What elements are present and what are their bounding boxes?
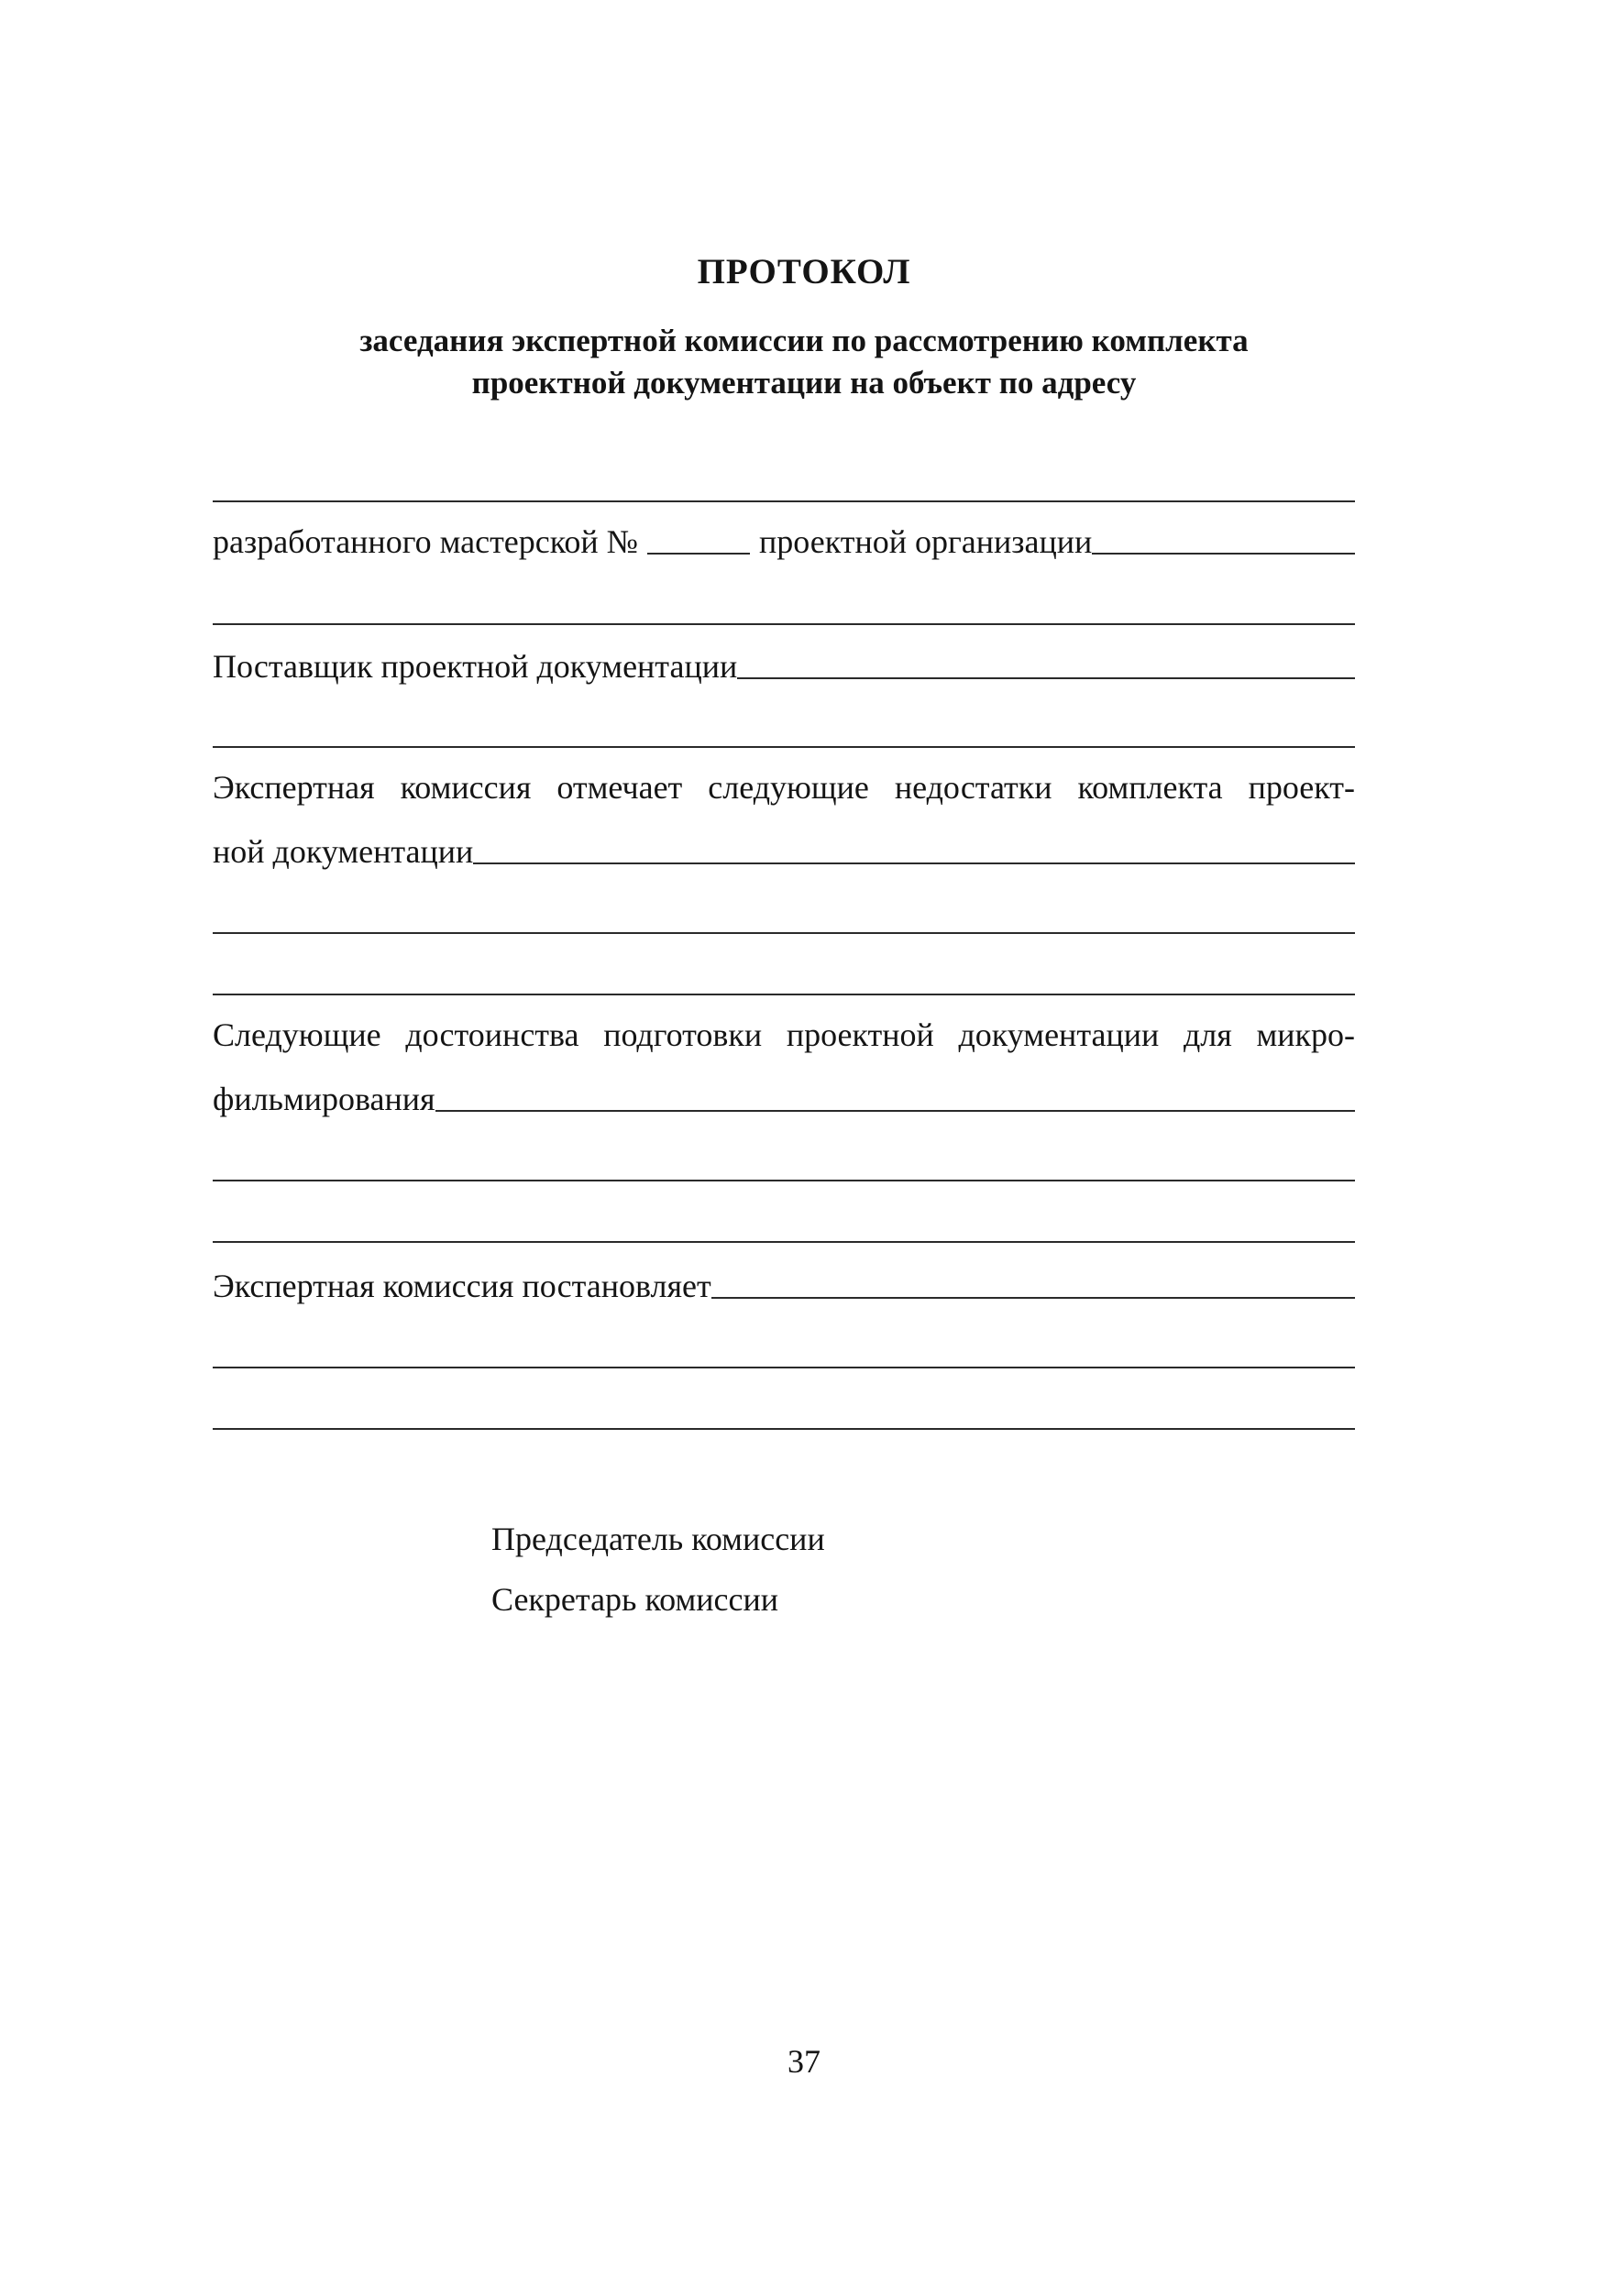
merits-text-line-2: фильмирования bbox=[213, 1081, 435, 1117]
page-number: 37 bbox=[787, 2043, 821, 2080]
decision-blank[interactable] bbox=[711, 1297, 1355, 1299]
document-subtitle-line-1: заседания экспертной комиссии по рассмотрению комплекта bbox=[359, 323, 1249, 358]
deficiencies-text-line-2: ной документации bbox=[213, 833, 474, 870]
decision-row bbox=[213, 1263, 1355, 1305]
workshop-number-blank[interactable] bbox=[647, 553, 750, 555]
design-organization-blank[interactable] bbox=[1092, 553, 1355, 555]
decision-blank-line[interactable] bbox=[213, 1367, 1355, 1368]
chairman-signature-label: Председатель комиссии bbox=[491, 1521, 825, 1557]
blank-line[interactable] bbox=[213, 746, 1355, 748]
design-organization-label: проектной организации bbox=[759, 523, 1093, 560]
merits-blank-line[interactable] bbox=[213, 1180, 1355, 1181]
deficiencies-blank[interactable] bbox=[473, 862, 1355, 864]
supplier-blank[interactable] bbox=[737, 677, 1355, 679]
developed-by-row bbox=[213, 519, 1355, 561]
decision-label: Экспертная комиссия постановляет bbox=[213, 1268, 711, 1304]
supplier-row bbox=[213, 643, 1355, 686]
blank-line[interactable] bbox=[213, 623, 1355, 625]
developed-by-label: разработанного мастерской № bbox=[213, 523, 639, 560]
merits-text-line-1: Следующие достоинства подготовки проектной документации для микро- bbox=[213, 1016, 1355, 1053]
deficiencies-row bbox=[213, 829, 1355, 871]
merits-row bbox=[213, 1076, 1355, 1118]
merits-blank[interactable] bbox=[435, 1110, 1355, 1112]
merits-blank-line[interactable] bbox=[213, 1241, 1355, 1243]
address-blank-line[interactable] bbox=[213, 500, 1355, 502]
document-subtitle-line-2: проектной документации на объект по адресу bbox=[471, 365, 1137, 401]
document-title: ПРОТОКОЛ bbox=[697, 252, 911, 291]
secretary-signature-label: Секретарь комиссии bbox=[491, 1581, 778, 1618]
decision-blank-line[interactable] bbox=[213, 1428, 1355, 1430]
deficiencies-blank-line[interactable] bbox=[213, 994, 1355, 995]
supplier-label: Поставщик проектной документации bbox=[213, 648, 738, 685]
deficiencies-blank-line[interactable] bbox=[213, 932, 1355, 934]
deficiencies-text-line-1: Экспертная комиссия отмечает следующие недостатки комплекта проект- bbox=[213, 769, 1355, 806]
